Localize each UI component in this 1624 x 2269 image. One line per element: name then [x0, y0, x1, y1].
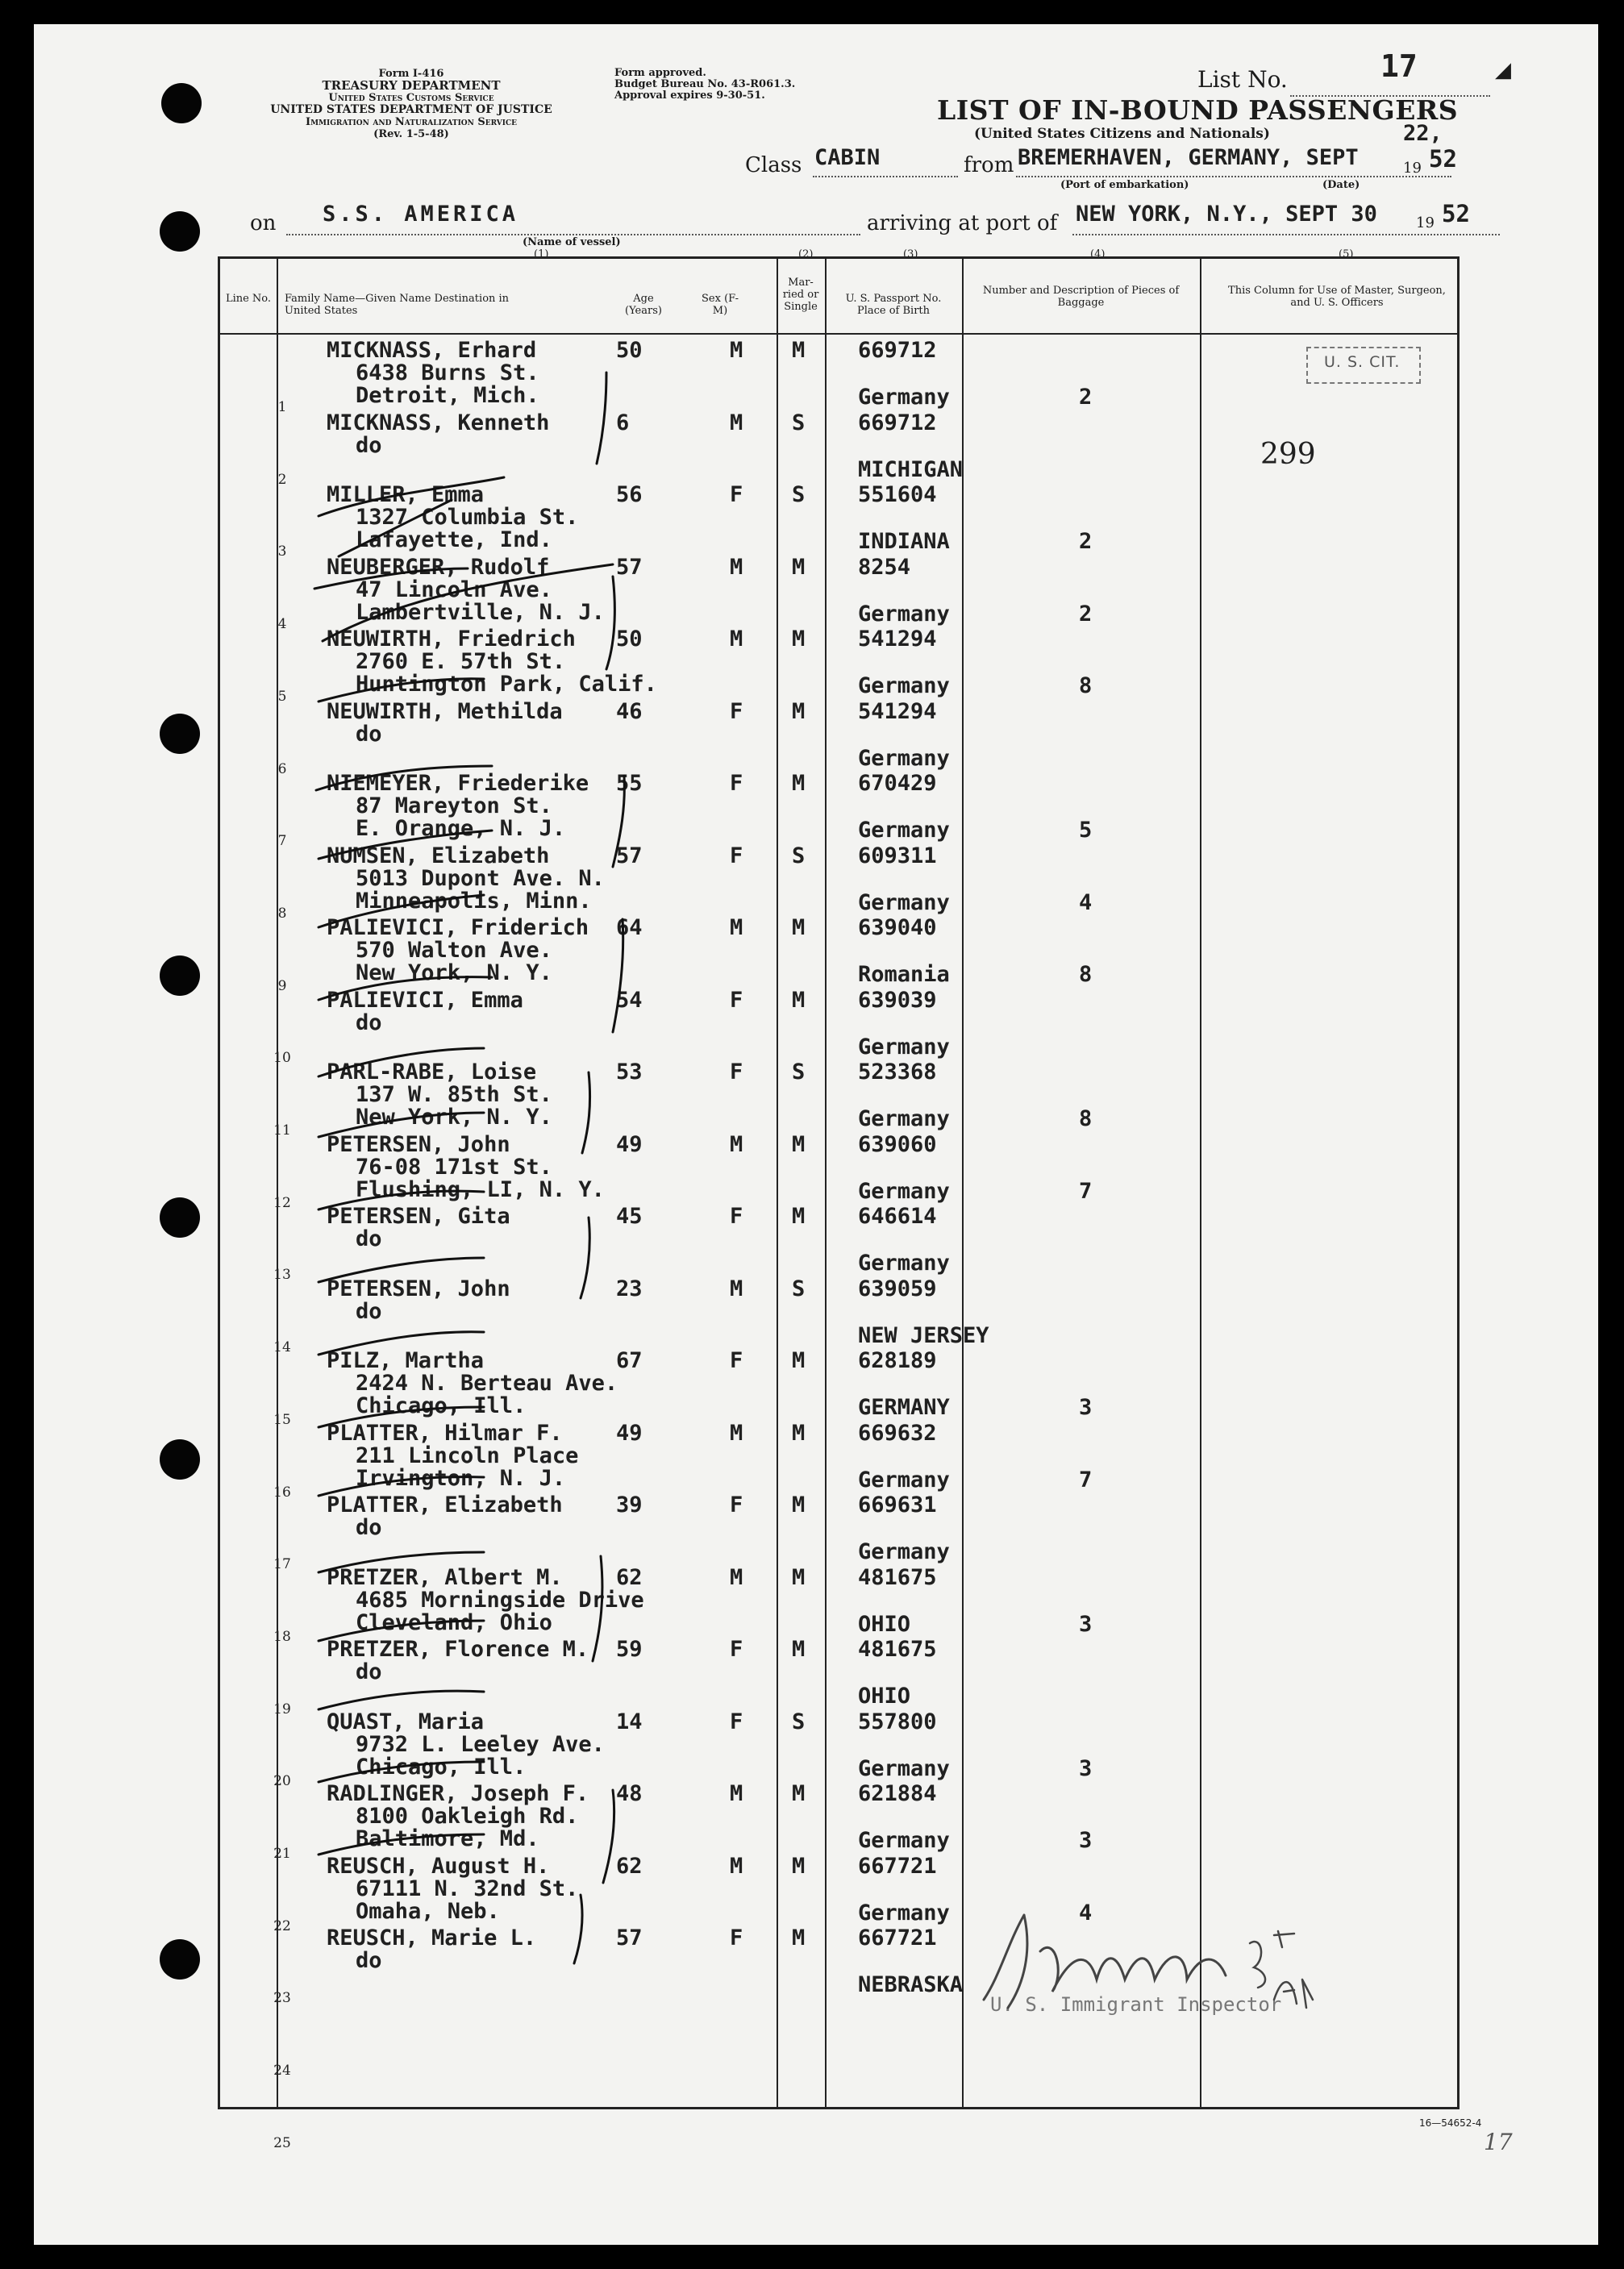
passenger-marital-status: M: [792, 1421, 806, 1446]
passenger-age: 62: [616, 1565, 643, 1590]
place-of-birth: Romania: [858, 962, 950, 987]
passenger-name: NUMSEN, Elizabeth: [327, 843, 550, 868]
passenger-marital-status: S: [792, 410, 806, 435]
arrival-year: 52: [1442, 200, 1470, 227]
passenger-address: 137 W. 85th St.: [356, 1082, 552, 1107]
col-header-married: Mar-ried or Single: [782, 277, 819, 313]
col-header-passport: U. S. Passport No. Place of Birth: [845, 293, 942, 317]
line-number: 13: [273, 1267, 291, 1283]
passport-number: 551604: [858, 482, 937, 507]
passenger-age: 64: [616, 915, 643, 940]
passport-number: 639060: [858, 1132, 937, 1157]
passenger-age: 50: [616, 627, 643, 652]
passenger-sex: F: [730, 1493, 743, 1518]
passenger-name: PETERSEN, John: [327, 1132, 510, 1157]
passenger-address: do: [356, 1948, 382, 1973]
place-of-birth: Germany: [858, 602, 950, 627]
passenger-sex: M: [730, 410, 743, 435]
passenger-sex: M: [730, 627, 743, 652]
line-number: 25: [273, 2135, 291, 2151]
from-value: BREMERHAVEN, GERMANY, SEPT: [1018, 145, 1359, 170]
passenger-sex: M: [730, 1854, 743, 1879]
passenger-age: 45: [616, 1204, 643, 1229]
baggage-count: 2: [1079, 529, 1093, 554]
col-header-sex: Sex (F-M): [702, 293, 739, 317]
passenger-city: Detroit, Mich.: [356, 383, 539, 408]
passenger-address: 67111 N. 32nd St.: [356, 1876, 579, 1901]
passenger-name: MICKNASS, Erhard: [327, 338, 537, 363]
list-no-label: List No.: [1197, 66, 1288, 93]
passenger-marital-status: S: [792, 843, 806, 868]
line-number: 17: [273, 1556, 291, 1572]
passenger-name: REUSCH, August H.: [327, 1854, 550, 1879]
budget-bureau: Budget Bureau No. 43-R061.3.: [614, 78, 796, 90]
col-marker-2: (2): [798, 248, 814, 260]
passenger-city: Baltimore, Md.: [356, 1826, 539, 1851]
passenger-name: NIEMEYER, Friederike: [327, 771, 589, 796]
us-citizen-stamp-text: U. S. CIT.: [1324, 353, 1401, 371]
inspector-caption: U. S. Immigrant Inspector: [990, 1993, 1282, 2016]
passport-number: 481675: [858, 1637, 937, 1662]
place-of-birth: Germany: [858, 1035, 950, 1060]
passenger-sex: F: [730, 988, 743, 1013]
passenger-marital-status: M: [792, 1565, 806, 1590]
passport-number: 667721: [858, 1854, 937, 1879]
passenger-marital-status: S: [792, 482, 806, 507]
passenger-city: Cleveland, Ohio: [356, 1610, 552, 1635]
passenger-address: 76-08 171st St.: [356, 1155, 552, 1180]
passenger-marital-status: M: [792, 1348, 806, 1373]
class-value: CABIN: [814, 145, 881, 170]
passenger-address: do: [356, 722, 382, 747]
passenger-address: 8100 Oakleigh Rd.: [356, 1804, 579, 1829]
passenger-sex: F: [730, 1204, 743, 1229]
baggage-count: 7: [1079, 1179, 1093, 1204]
passenger-address: 570 Walton Ave.: [356, 938, 552, 963]
passenger-marital-status: M: [792, 771, 806, 796]
customs-service: United States Customs Service: [328, 92, 494, 104]
passenger-city: Minneapolis, Minn.: [356, 889, 592, 914]
passport-number: 646614: [858, 1204, 937, 1229]
departure-year: 52: [1429, 145, 1457, 173]
form-approved: Form approved.: [614, 67, 706, 79]
place-of-birth: Germany: [858, 1106, 950, 1131]
arrival-value: NEW YORK, N.Y., SEPT 30: [1076, 202, 1377, 227]
passenger-city: New York, N. Y.: [356, 1105, 552, 1130]
passenger-address: 5013 Dupont Ave. N.: [356, 866, 605, 891]
passenger-age: 6: [616, 410, 630, 435]
passenger-age: 57: [616, 843, 643, 868]
passport-number: 667721: [858, 1926, 937, 1951]
passenger-city: Lafayette, Ind.: [356, 527, 552, 552]
passenger-age: 50: [616, 338, 643, 363]
place-of-birth: NEW JERSEY: [858, 1323, 989, 1348]
col-header-line: Line No.: [225, 293, 272, 305]
passenger-age: 39: [616, 1493, 643, 1518]
page-subtitle: (United States Citizens and Nationals): [974, 126, 1270, 142]
baggage-count: 3: [1079, 1395, 1093, 1420]
passenger-age: 56: [616, 482, 643, 507]
line-number: 6: [277, 761, 287, 777]
passport-number: 670429: [858, 771, 937, 796]
passenger-sex: M: [730, 1276, 743, 1301]
col-header-name: Family Name—Given Name Destination in United States: [285, 293, 510, 317]
place-of-birth: Germany: [858, 1901, 950, 1926]
passenger-name: MILLER, Emma: [327, 482, 485, 507]
passenger-sex: F: [730, 1348, 743, 1373]
passenger-age: 57: [616, 555, 643, 580]
passenger-sex: M: [730, 555, 743, 580]
passenger-city: E. Orange, N. J.: [356, 816, 566, 841]
line-number: 22: [273, 1918, 291, 1934]
passenger-city: Irvington, N. J.: [356, 1466, 566, 1491]
passenger-address: 1327 Columbia St.: [356, 505, 579, 530]
passenger-age: 62: [616, 1854, 643, 1879]
passenger-age: 48: [616, 1781, 643, 1806]
col-marker-1: (1): [534, 248, 549, 260]
passenger-sex: M: [730, 1565, 743, 1590]
passenger-marital-status: M: [792, 915, 806, 940]
line-number: 7: [277, 833, 287, 849]
line-number: 5: [277, 689, 287, 705]
passenger-name: NEUBERGER, Rudolf: [327, 555, 550, 580]
passenger-sex: M: [730, 1781, 743, 1806]
passenger-name: PLATTER, Elizabeth: [327, 1493, 563, 1518]
baggage-count: 2: [1079, 385, 1093, 410]
department-of-justice: UNITED STATES DEPARTMENT OF JUSTICE: [270, 103, 552, 116]
passenger-address: 4685 Morningside Drive: [356, 1588, 644, 1613]
baggage-count: 4: [1079, 890, 1093, 915]
passenger-name: NEUWIRTH, Friedrich: [327, 627, 576, 652]
place-of-birth: INDIANA: [858, 529, 950, 554]
passenger-address: do: [356, 1010, 382, 1035]
passenger-city: Flushing, LI, N. Y.: [356, 1177, 605, 1202]
passport-number: 669712: [858, 338, 937, 363]
baggage-count: 3: [1079, 1612, 1093, 1637]
line-number: 2: [277, 472, 287, 488]
line-number: 16: [273, 1484, 291, 1501]
officer-note: 299: [1260, 438, 1316, 471]
passenger-marital-status: M: [792, 1204, 806, 1229]
line-number: 21: [273, 1846, 291, 1862]
passenger-address: 87 Mareyton St.: [356, 793, 552, 818]
passenger-address: do: [356, 1659, 382, 1684]
passenger-sex: F: [730, 843, 743, 868]
approval-expires: Approval expires 9-30-51.: [614, 90, 765, 102]
baggage-count: 4: [1079, 1901, 1093, 1926]
passenger-address: 9732 L. Leeley Ave.: [356, 1732, 605, 1757]
line-number: 9: [277, 978, 287, 994]
passport-number: 628189: [858, 1348, 937, 1373]
passenger-name: PALIEVICI, Friderich: [327, 915, 589, 940]
passenger-name: MICKNASS, Kenneth: [327, 410, 550, 435]
passenger-address: 211 Lincoln Place: [356, 1443, 579, 1468]
passenger-sex: F: [730, 482, 743, 507]
place-of-birth: Germany: [858, 1468, 950, 1493]
class-label: Class: [745, 153, 802, 177]
passenger-marital-status: M: [792, 338, 806, 363]
place-of-birth: Germany: [858, 1756, 950, 1781]
passenger-age: 49: [616, 1132, 643, 1157]
passenger-marital-status: M: [792, 555, 806, 580]
list-no-value: 17: [1380, 48, 1418, 84]
line-number: 19: [273, 1701, 291, 1717]
treasury-department: TREASURY DEPARTMENT: [322, 78, 501, 93]
passenger-age: 55: [616, 771, 643, 796]
passenger-marital-status: M: [792, 627, 806, 652]
passenger-name: PILZ, Martha: [327, 1348, 485, 1373]
line-number: 4: [277, 616, 287, 632]
passenger-age: 53: [616, 1060, 643, 1085]
passport-number: 609311: [858, 843, 937, 868]
passenger-name: PARL-RABE, Loise: [327, 1060, 537, 1085]
place-of-birth: Germany: [858, 1251, 950, 1276]
place-of-birth: Germany: [858, 818, 950, 843]
passenger-name: PETERSEN, Gita: [327, 1204, 510, 1229]
passenger-name: REUSCH, Marie L.: [327, 1926, 537, 1951]
passport-number: 621884: [858, 1781, 937, 1806]
line-number: 18: [273, 1629, 291, 1645]
passport-number: 669631: [858, 1493, 937, 1518]
year-prefix: 19: [1403, 160, 1422, 177]
place-of-birth: Germany: [858, 746, 950, 771]
passenger-name: NEUWIRTH, Methilda: [327, 699, 563, 724]
passenger-marital-status: M: [792, 1132, 806, 1157]
vessel-name: S.S. AMERICA: [323, 202, 519, 227]
vessel-caption: (Name of vessel): [523, 236, 621, 248]
passenger-city: Chicago, Ill.: [356, 1755, 527, 1780]
passenger-marital-status: S: [792, 1709, 806, 1734]
passenger-marital-status: S: [792, 1060, 806, 1085]
passenger-address: 47 Lincoln Ave.: [356, 577, 552, 602]
passenger-city: New York, N. Y.: [356, 960, 552, 985]
passenger-name: RADLINGER, Joseph F.: [327, 1781, 589, 1806]
col-header-baggage: Number and Description of Pieces of Baggage: [982, 285, 1180, 309]
passenger-marital-status: M: [792, 1493, 806, 1518]
passport-number: 669632: [858, 1421, 937, 1446]
passport-number: 669712: [858, 410, 937, 435]
passenger-age: 57: [616, 1926, 643, 1951]
from-label: from: [964, 153, 1014, 177]
departure-day: 22,: [1403, 121, 1443, 146]
passenger-sex: F: [730, 1709, 743, 1734]
place-of-birth: GERMANY: [858, 1395, 950, 1420]
baggage-count: 5: [1079, 818, 1093, 843]
passenger-address: do: [356, 1299, 382, 1324]
passenger-sex: F: [730, 1637, 743, 1662]
passenger-age: 59: [616, 1637, 643, 1662]
line-number: 8: [277, 906, 287, 922]
baggage-count: 8: [1079, 673, 1093, 698]
baggage-count: 2: [1079, 602, 1093, 627]
footer-page: 17: [1484, 2129, 1513, 2155]
line-number: 10: [273, 1050, 291, 1066]
passport-number: 8254: [858, 555, 911, 580]
line-number: 14: [273, 1339, 291, 1355]
passenger-sex: F: [730, 1926, 743, 1951]
passenger-marital-status: S: [792, 1276, 806, 1301]
passenger-sex: M: [730, 338, 743, 363]
passenger-marital-status: M: [792, 1854, 806, 1879]
passenger-sex: F: [730, 699, 743, 724]
arrival-year-prefix: 19: [1416, 214, 1435, 231]
passenger-age: 67: [616, 1348, 643, 1373]
passport-number: 481675: [858, 1565, 937, 1590]
line-number: 24: [273, 2063, 291, 2079]
passport-number: 557800: [858, 1709, 937, 1734]
line-number: 20: [273, 1773, 291, 1789]
port-caption: (Port of embarkation): [1060, 179, 1189, 191]
passenger-name: QUAST, Maria: [327, 1709, 485, 1734]
footer-code: 16—54652-4: [1419, 2117, 1482, 2129]
line-number: 23: [273, 1990, 291, 2006]
passport-number: 523368: [858, 1060, 937, 1085]
passenger-address: do: [356, 1515, 382, 1540]
line-number: 1: [277, 399, 287, 415]
passport-number: 639059: [858, 1276, 937, 1301]
place-of-birth: Germany: [858, 673, 950, 698]
passenger-sex: M: [730, 1421, 743, 1446]
col-marker-5: (5): [1339, 248, 1354, 260]
place-of-birth: Germany: [858, 1539, 950, 1564]
line-number: 3: [277, 543, 287, 560]
on-label: on: [250, 211, 277, 235]
passenger-age: 14: [616, 1709, 643, 1734]
passenger-city: Huntington Park, Calif.: [356, 672, 657, 697]
place-of-birth: Germany: [858, 1828, 950, 1853]
passenger-sex: F: [730, 1060, 743, 1085]
line-number: 15: [273, 1412, 291, 1428]
passenger-city: Lambertville, N. J.: [356, 600, 605, 625]
passenger-age: 23: [616, 1276, 643, 1301]
passenger-sex: F: [730, 771, 743, 796]
form-number: Form I-416: [378, 68, 444, 80]
passenger-name: PLATTER, Hilmar F.: [327, 1421, 563, 1446]
passenger-address: 2760 E. 57th St.: [356, 649, 566, 674]
passenger-city: Chicago, Ill.: [356, 1393, 527, 1418]
passenger-name: PALIEVICI, Emma: [327, 988, 523, 1013]
passenger-marital-status: M: [792, 1781, 806, 1806]
place-of-birth: OHIO: [858, 1612, 911, 1637]
passenger-name: PRETZER, Florence M.: [327, 1637, 589, 1662]
passenger-name: PETERSEN, John: [327, 1276, 510, 1301]
page-title: LIST OF IN-BOUND PASSENGERS: [937, 94, 1459, 126]
passport-number: 639039: [858, 988, 937, 1013]
passenger-marital-status: M: [792, 1926, 806, 1951]
date-caption: (Date): [1322, 179, 1360, 191]
place-of-birth: OHIO: [858, 1684, 911, 1709]
baggage-count: 8: [1079, 962, 1093, 987]
place-of-birth: MICHIGAN: [858, 457, 964, 482]
line-number: 11: [273, 1122, 291, 1139]
passenger-marital-status: M: [792, 988, 806, 1013]
passport-number: 639040: [858, 915, 937, 940]
passport-number: 541294: [858, 627, 937, 652]
passenger-sex: M: [730, 915, 743, 940]
line-number: 12: [273, 1195, 291, 1211]
ins-service: Immigration and Naturalization Service: [305, 116, 517, 128]
passenger-marital-status: M: [792, 1637, 806, 1662]
baggage-count: 3: [1079, 1756, 1093, 1781]
passenger-address: 2424 N. Berteau Ave.: [356, 1371, 618, 1396]
baggage-count: 3: [1079, 1828, 1093, 1853]
col-marker-4: (4): [1090, 248, 1106, 260]
col-header-age: Age (Years): [625, 293, 662, 317]
baggage-count: 7: [1079, 1468, 1093, 1493]
col-marker-3: (3): [903, 248, 918, 260]
revision: (Rev. 1-5-48): [373, 128, 449, 140]
arriving-label: arriving at port of: [867, 211, 1058, 235]
place-of-birth: NEBRASKA: [858, 1972, 964, 1997]
passenger-age: 49: [616, 1421, 643, 1446]
corner-mark-icon: ◢: [1495, 58, 1511, 82]
baggage-count: 8: [1079, 1106, 1093, 1131]
passenger-age: 46: [616, 699, 643, 724]
passenger-address: do: [356, 433, 382, 458]
passenger-age: 54: [616, 988, 643, 1013]
passenger-name: PRETZER, Albert M.: [327, 1565, 563, 1590]
place-of-birth: Germany: [858, 1179, 950, 1204]
passenger-address: do: [356, 1226, 382, 1251]
col-header-officers: This Column for Use of Master, Surgeon, and U. S. Officers: [1228, 285, 1446, 309]
passenger-marital-status: M: [792, 699, 806, 724]
passenger-address: 6438 Burns St.: [356, 360, 539, 385]
place-of-birth: Germany: [858, 385, 950, 410]
place-of-birth: Germany: [858, 890, 950, 915]
passenger-sex: M: [730, 1132, 743, 1157]
passenger-city: Omaha, Neb.: [356, 1899, 500, 1924]
passport-number: 541294: [858, 699, 937, 724]
